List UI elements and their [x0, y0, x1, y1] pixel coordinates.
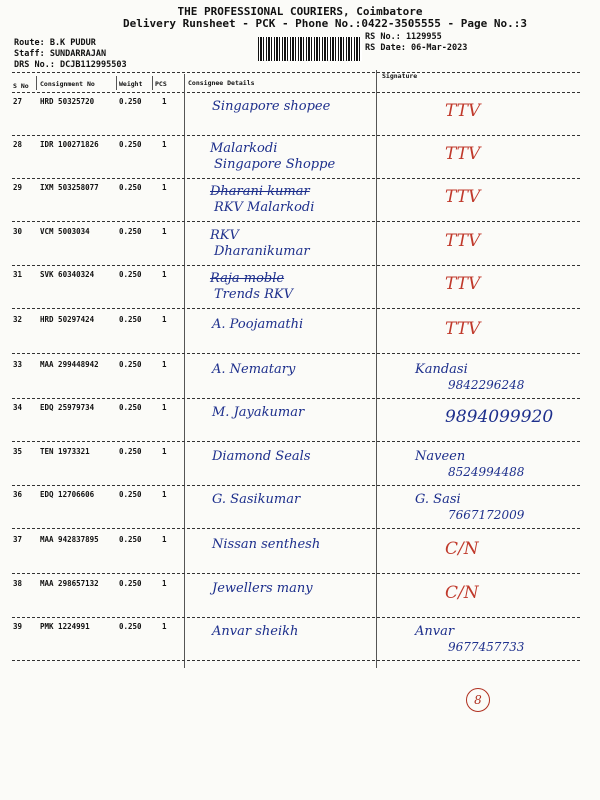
runsheet-title: Delivery Runsheet - PCK - Phone No.:0422-3505555 - Page No.:3 [123, 17, 527, 30]
row-rule [12, 485, 580, 486]
col-signature: Signature [382, 72, 418, 80]
row-sno: 35 [13, 447, 23, 456]
row-pcs: 1 [162, 490, 167, 499]
page-mark: 8 [466, 688, 490, 712]
row-consignee: A. Nematary [212, 362, 296, 377]
row-consignee: Diamond Seals [212, 449, 311, 464]
row-signature: TTV [445, 319, 481, 339]
row-sno: 39 [13, 622, 23, 631]
row-rule [12, 528, 580, 529]
row-rule [12, 441, 580, 442]
row-sno: 34 [13, 403, 23, 412]
company-title: THE PROFESSIONAL COURIERS, Coimbatore [177, 5, 423, 18]
row-consignee: G. Sasikumar [212, 492, 301, 507]
row-signature: Kandasi [415, 362, 468, 377]
row-signature-number: 9677457733 [448, 640, 525, 654]
row-consignee: Anvar sheikh [212, 624, 299, 639]
row-weight: 0.250 [119, 183, 142, 192]
col-divider [152, 76, 153, 90]
row-rule [12, 221, 580, 222]
header-top-rule [12, 72, 580, 73]
row-sno: 31 [13, 270, 23, 279]
row-consignee: Malarkodi [210, 141, 278, 156]
row-pcs: 1 [162, 315, 167, 324]
col-pcs: PCS [155, 80, 167, 88]
row-signature: TTV [445, 274, 481, 294]
row-signature: C/N [445, 539, 479, 559]
row-signature: TTV [445, 144, 481, 164]
row-pcs: 1 [162, 360, 167, 369]
row-rule [12, 398, 580, 399]
barcode [258, 37, 362, 61]
row-weight: 0.250 [119, 447, 142, 456]
row-rule [12, 308, 580, 309]
row-weight: 0.250 [119, 360, 142, 369]
rs-date: RS Date: 06-Mar-2023 [365, 43, 468, 53]
row-consignee-line2: Trends RKV [214, 287, 293, 302]
row-signature-number: 7667172009 [448, 508, 525, 522]
row-rule [12, 573, 580, 574]
row-signature: Naveen [415, 449, 466, 464]
row-signature-number: 8524994488 [448, 465, 525, 479]
col-consignment: Consignment No [40, 80, 95, 88]
row-consignee-line2: Dharanikumar [214, 244, 310, 259]
row-weight: 0.250 [119, 622, 142, 631]
row-consignment: HRD 50325720 [40, 97, 95, 106]
row-consignment: MAA 942837895 [40, 535, 99, 544]
row-weight: 0.250 [119, 315, 142, 324]
row-signature-number: 9842296248 [448, 378, 525, 392]
row-consignee: Jewellers many [212, 581, 313, 596]
row-consignee: RKV [210, 228, 239, 243]
row-weight: 0.250 [119, 227, 142, 236]
row-consignment: PMK 1224991 [40, 622, 90, 631]
row-sno: 29 [13, 183, 23, 192]
row-sno: 32 [13, 315, 23, 324]
row-consignment: TEN 1973321 [40, 447, 90, 456]
row-consignment: EDQ 25979734 [40, 403, 95, 412]
row-pcs: 1 [162, 579, 167, 588]
route-label: Route: B.K PUDUR [14, 38, 96, 48]
row-rule [12, 353, 580, 354]
row-sno: 36 [13, 490, 23, 499]
col-weight: Weight [119, 80, 143, 88]
row-consignment: VCM 5003034 [40, 227, 90, 236]
col-divider [184, 74, 185, 668]
row-signature: Anvar [415, 624, 455, 639]
row-consignee: Dharani kumar [210, 184, 310, 199]
row-consignee: Nissan senthesh [212, 537, 321, 552]
drs-number: DRS No.: DCJB112995503 [14, 60, 127, 70]
row-rule [12, 178, 580, 179]
row-signature: C/N [445, 583, 479, 603]
row-consignee: A. Poojamathi [212, 317, 304, 332]
row-pcs: 1 [162, 227, 167, 236]
row-pcs: 1 [162, 183, 167, 192]
row-consignment: IDR 100271826 [40, 140, 99, 149]
row-weight: 0.250 [119, 97, 142, 106]
row-pcs: 1 [162, 622, 167, 631]
row-pcs: 1 [162, 270, 167, 279]
row-weight: 0.250 [119, 403, 142, 412]
row-weight: 0.250 [119, 490, 142, 499]
staff-label: Staff: SUNDARRAJAN [14, 49, 107, 59]
row-sno: 33 [13, 360, 23, 369]
row-consignee-line2: Singapore Shoppe [214, 157, 336, 172]
row-consignment: SVK 60340324 [40, 270, 95, 279]
row-signature: G. Sasi [415, 492, 461, 507]
rs-number: RS No.: 1129955 [365, 32, 442, 42]
row-pcs: 1 [162, 403, 167, 412]
row-weight: 0.250 [119, 535, 142, 544]
row-consignee: Raja moble [210, 271, 285, 286]
row-sno: 37 [13, 535, 23, 544]
row-pcs: 1 [162, 447, 167, 456]
row-pcs: 1 [162, 140, 167, 149]
row-consignment: EDQ 12706606 [40, 490, 95, 499]
row-consignment: IXM 503258077 [40, 183, 99, 192]
row-consignee: M. Jayakumar [212, 405, 305, 420]
row-weight: 0.250 [119, 140, 142, 149]
col-consignee: Consignee Details [188, 79, 255, 87]
row-consignment: MAA 299448942 [40, 360, 99, 369]
col-divider [116, 76, 117, 90]
row-sno: 28 [13, 140, 23, 149]
row-signature: 9894099920 [445, 407, 554, 427]
row-consignee-line2: RKV Malarkodi [214, 200, 315, 215]
row-consignment: HRD 50297424 [40, 315, 95, 324]
row-rule [12, 265, 580, 266]
row-consignment: MAA 298657132 [40, 579, 99, 588]
col-sno: S No [13, 82, 29, 90]
row-signature: TTV [445, 101, 481, 121]
col-divider [376, 70, 377, 668]
row-rule [12, 617, 580, 618]
row-consignee: Singapore shopee [212, 99, 331, 114]
row-rule [12, 135, 580, 136]
row-pcs: 1 [162, 97, 167, 106]
row-sno: 27 [13, 97, 23, 106]
row-weight: 0.250 [119, 270, 142, 279]
row-signature: TTV [445, 187, 481, 207]
row-weight: 0.250 [119, 579, 142, 588]
row-sno: 38 [13, 579, 23, 588]
row-signature: TTV [445, 231, 481, 251]
header-bottom-rule [12, 92, 580, 93]
row-rule [12, 660, 580, 661]
col-divider [36, 76, 37, 90]
row-sno: 30 [13, 227, 23, 236]
row-pcs: 1 [162, 535, 167, 544]
